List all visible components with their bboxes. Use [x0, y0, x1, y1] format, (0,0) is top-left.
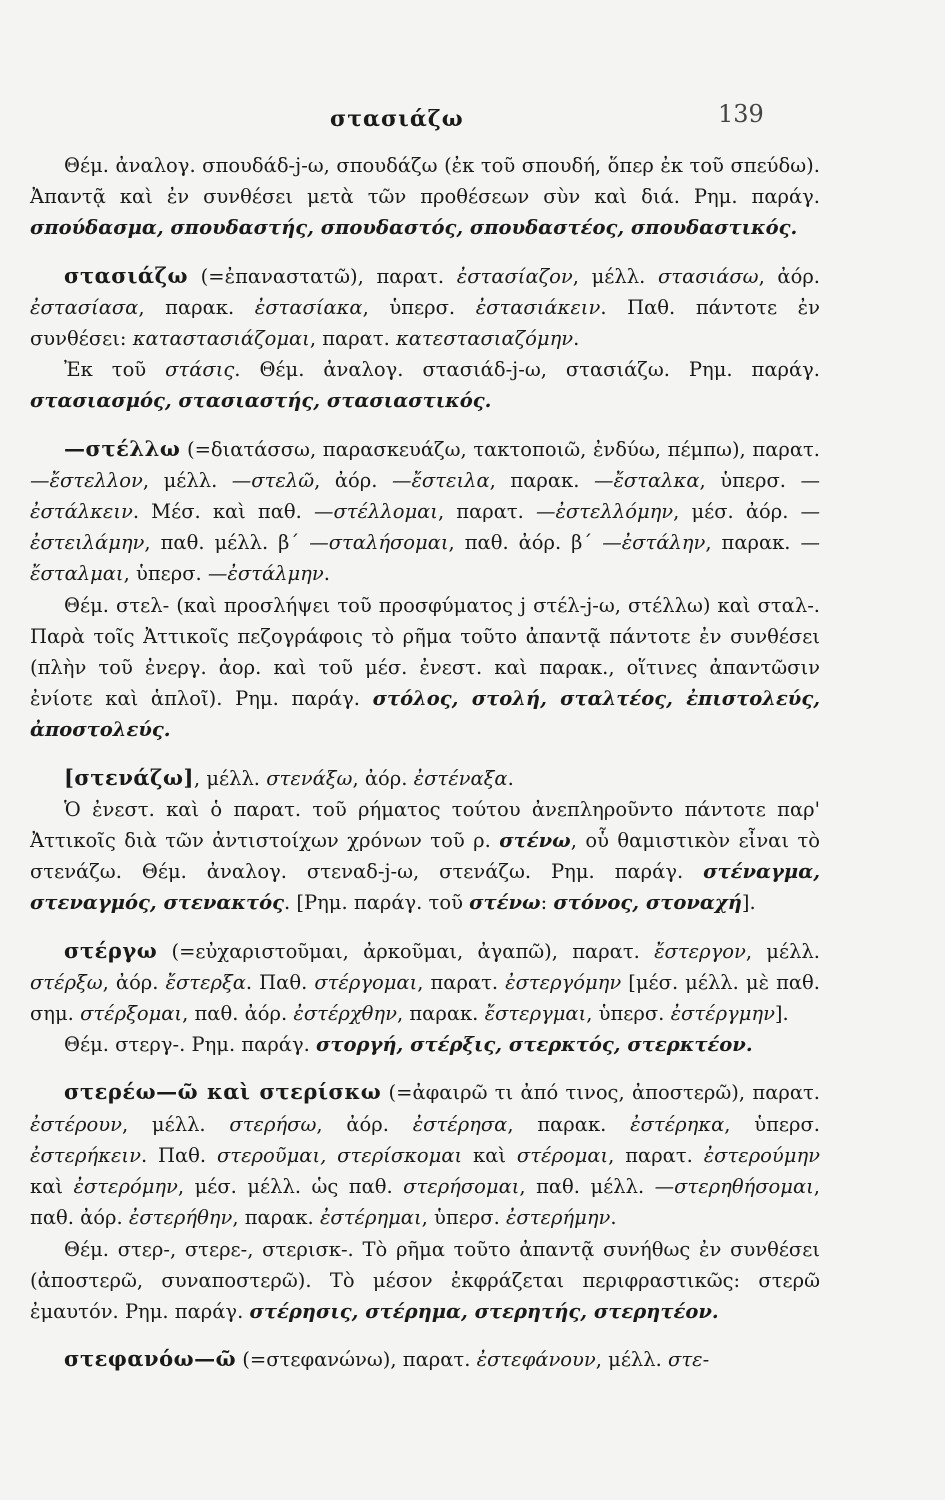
- derivatives: στένω: [499, 829, 571, 853]
- entry-text: [μέσ. μέλλ. μὲ παθ. σημ.: [30, 970, 820, 1026]
- entry-text: .: [573, 327, 580, 351]
- dictionary-entry: [30, 260, 820, 355]
- running-head: στασιάζω: [330, 106, 464, 132]
- entry-text: , παθ. μέλλ.: [519, 1175, 655, 1199]
- verb-form: στε-: [668, 1348, 710, 1372]
- entry-text: , παθ. ἀόρ. β΄: [448, 531, 603, 555]
- entry-text: (=εὐχαριστοῦμαι, ἀρκοῦμαι, ἀγαπῶ), παρατ.: [157, 939, 655, 963]
- entry-text: , ἀόρ.: [316, 1112, 413, 1136]
- entry-text: , ὑπερσ.: [362, 295, 476, 319]
- entry-text: , παθ. ἀόρ.: [30, 1175, 820, 1230]
- dictionary-entry: [30, 1029, 820, 1060]
- entry-text: , παρατ.: [417, 970, 506, 994]
- verb-form: ἐστεργόμην: [505, 970, 622, 994]
- dictionary-body: [30, 150, 820, 1375]
- verb-form: ἔστεργμαι: [484, 1002, 587, 1026]
- entry-text: , παρακ.: [232, 1206, 320, 1230]
- headword: στέργω: [64, 937, 158, 963]
- verb-form: ἐστέρουν: [30, 1112, 122, 1136]
- entry-text: . [Ρημ. παράγ. τοῦ: [284, 891, 470, 915]
- entry-text: , μέσ. ἀόρ.: [673, 500, 801, 524]
- entry-text: , ὑπερσ.: [421, 1206, 506, 1230]
- headword: —στέλλω: [64, 435, 181, 461]
- entry-text: , ἀόρ.: [758, 264, 820, 288]
- verb-form: στέρομαι: [516, 1143, 609, 1167]
- verb-form: ἐστέρηκα: [630, 1112, 725, 1136]
- entry-text: , παρακ.: [507, 1112, 631, 1136]
- entry-text: . Παθ.: [245, 970, 315, 994]
- entry-text: . Παθ.: [140, 1143, 217, 1167]
- derivatives: στόλος, στολή, σταλτέος, ἐπιστολεύς, ἀποστολεύς.: [30, 687, 820, 742]
- entry-text: , ὑπερσ.: [586, 1002, 671, 1026]
- verb-form: ἐστασίακα: [254, 295, 363, 319]
- verb-form: στάσις: [165, 358, 235, 382]
- verb-form: ἐστερήκειν: [30, 1143, 141, 1167]
- entry-text: , μέλλ.: [595, 1348, 669, 1372]
- verb-form: ἐστασιάκειν: [475, 295, 601, 319]
- verb-form: ἔστερξα: [165, 970, 246, 994]
- entry-text: . Παθ. πάντοτε ἐν συνθέσει:: [30, 295, 820, 351]
- verb-form: ἐστέρησα: [412, 1112, 508, 1136]
- entry-text: Θέμ. στελ- (καὶ προσλήψει τοῦ προσφύματος j στέλ-j-ω, στέλλω) καὶ σταλ-. Παρὰ τοῖς Ἀττικοῖς πεζογράφοις τὸ ρῆμα τοῦτο ἀπαντᾷ πάντοτε ἐν συνθέσει (πλὴν τοῦ ἐνεργ. ἀορ. καὶ τοῦ μέσ. ἐνεστ. καὶ παρακ., οἵτινες ἀπαντῶσιν ἐνίοτε καὶ ἁπλοῖ). Ρημ. παράγ.: [30, 593, 820, 711]
- dictionary-entry: [30, 1076, 820, 1233]
- entry-text: , παρατ.: [309, 327, 397, 351]
- entry-text: καὶ: [30, 1175, 74, 1199]
- derivatives: στέναγμα, στεναγμός, στενακτός: [30, 860, 820, 915]
- page-number: 139: [718, 100, 764, 128]
- entry-text: , παρακ.: [138, 295, 255, 319]
- verb-form: —στερηθήσομαι: [654, 1175, 814, 1199]
- entry-text: , μέλλ.: [572, 264, 658, 288]
- dictionary-entry: [30, 433, 820, 590]
- entry-text: .: [323, 562, 330, 586]
- headword: στερέω—ῶ καὶ στερίσκω: [64, 1079, 382, 1105]
- entry-text: . Μέσ. καὶ παθ.: [132, 500, 314, 524]
- entry-text: Θέμ. ἀναλογ. σπουδάδ-j-ω, σπουδάζω (ἐκ τοῦ σπουδή, ὅπερ ἐκ τοῦ σπεύδω). Ἀπαντᾷ καὶ ἐν συνθέσει μετὰ τῶν προθέσεων σὺν καὶ διά. Ρημ. παράγ.: [30, 154, 820, 209]
- dictionary-entry: [30, 1234, 820, 1328]
- entry-text: , ὑπερσ.: [724, 1112, 820, 1136]
- entry-text: καὶ: [462, 1143, 517, 1167]
- verb-form: —ἐστάλην: [602, 531, 706, 555]
- entry-text: ].: [741, 891, 756, 915]
- entry-text: Θέμ. στεργ-. Ρημ. παράγ.: [64, 1033, 317, 1057]
- verb-form: —ἐστάλκειν: [30, 468, 820, 524]
- verb-form: ἐστερήμην: [505, 1206, 611, 1230]
- entry-text: . Θέμ. ἀναλογ. στασιάδ-j-ω, στασιάζω. Ρημ. παράγ.: [234, 358, 820, 382]
- verb-form: ἐστερούμην: [703, 1143, 820, 1167]
- verb-form: στερήσω: [229, 1112, 317, 1136]
- verb-form: —στελῶ: [231, 468, 315, 492]
- entry-text: , παρατ.: [608, 1143, 704, 1167]
- entry-text: , παρατ.: [437, 500, 536, 524]
- entry-text: , μέσ. μέλλ. ὡς παθ.: [177, 1175, 404, 1199]
- entry-text: , παρακ.: [705, 531, 801, 555]
- entry-text: , ἀόρ.: [102, 970, 166, 994]
- derivatives: στόνος, στοναχή: [553, 891, 742, 915]
- page-header: [0, 100, 945, 140]
- verb-form: —ἔσταλμαι: [30, 531, 820, 586]
- dictionary-entry: [30, 1343, 820, 1375]
- entry-text: , μέλλ.: [745, 939, 820, 963]
- verb-form: στενάξω: [266, 766, 353, 790]
- verb-form: —ἔσταλκα: [593, 468, 700, 492]
- entry-text: Ἐκ τοῦ: [64, 358, 166, 382]
- entry-text: ].: [774, 1002, 789, 1026]
- verb-form: στασιάσω: [657, 264, 759, 288]
- entry-text: (=στεφανώνω), παρατ.: [236, 1348, 477, 1372]
- verb-form: στεροῦμαι, στερίσκομαι: [216, 1143, 463, 1167]
- entry-text: , παθ. μέλλ. β΄: [144, 531, 310, 555]
- entry-text: , ὑπερσ.: [123, 562, 208, 586]
- verb-form: στέρξομαι: [80, 1002, 183, 1026]
- verb-form: ἐστέναξα: [413, 766, 508, 790]
- verb-form: καταστασιάζομαι: [132, 327, 310, 351]
- entry-text: .: [610, 1206, 617, 1230]
- entry-text: , παρακ.: [489, 468, 594, 492]
- verb-form: —ἐστάλμην: [207, 562, 324, 586]
- verb-form: στερήσομαι: [403, 1175, 520, 1199]
- verb-form: ἐστερήθην: [128, 1206, 233, 1230]
- derivatives: στένω: [469, 891, 541, 915]
- verb-form: ἐστέρχθην: [293, 1002, 397, 1026]
- verb-form: κατεστασιαζόμην: [396, 327, 574, 351]
- entry-text: , οὗ θαμιστικὸν εἶναι τὸ στενάζω. Θέμ. ἀναλογ. στεναδ-j-ω, στενάζω. Ρημ. παράγ.: [30, 829, 820, 884]
- derivatives: στέρησις, στέρημα, στερητής, στερητέον.: [249, 1299, 719, 1323]
- verb-form: στέρξω: [30, 970, 103, 994]
- dictionary-entry: [30, 354, 820, 416]
- entry-text: .: [507, 766, 514, 790]
- entry-text: , παρακ.: [396, 1002, 485, 1026]
- verb-form: —σταλήσομαι: [309, 531, 449, 555]
- entry-text: , ἀόρ.: [314, 468, 392, 492]
- entry-text: , μέλλ.: [142, 468, 232, 492]
- derivatives: στασιασμός, στασιαστής, στασιαστικός.: [30, 389, 492, 413]
- verb-form: —ἔστειλα: [391, 468, 490, 492]
- entry-text: , παθ. ἀόρ.: [182, 1002, 294, 1026]
- verb-form: —ἔστελλον: [30, 468, 143, 492]
- dictionary-entry: [30, 590, 820, 746]
- entry-text: (=ἐπαναστατῶ), παρατ.: [188, 264, 457, 288]
- verb-form: —ἐστειλάμην: [30, 500, 820, 555]
- entry-text: , ἀόρ.: [352, 766, 414, 790]
- verb-form: ἐστασίασα: [30, 295, 139, 319]
- entry-text: (=διατάσσω, παρασκευάζω, τακτοποιῶ, ἐνδύω, πέμπω), παρατ.: [180, 437, 820, 461]
- verb-form: —στέλλομαι: [313, 500, 438, 524]
- verb-form: ἐστέργμην: [670, 1002, 775, 1026]
- verb-form: —ἐστελλόμην: [535, 500, 674, 524]
- headword: [στενάζω]: [64, 764, 194, 790]
- entry-text: , μέλλ.: [121, 1112, 230, 1136]
- dictionary-entry: [30, 935, 820, 1030]
- entry-text: Ὁ ἐνεστ. καὶ ὁ παρατ. τοῦ ρήματος τούτου ἀνεπληροῦντο πάντοτε παρ' Ἀττικοῖς διὰ τῶν ἀντιστοίχων χρόνων τοῦ ρ.: [30, 797, 820, 853]
- verb-form: ἐστέρημαι: [319, 1206, 422, 1230]
- headword: στασιάζω: [64, 262, 189, 288]
- entry-text: Θέμ. στερ-, στερε-, στερισκ-. Τὸ ρῆμα τοῦτο ἀπαντᾷ συνήθως ἐν συνθέσει (ἀποστερῶ, συναποστερῶ). Τὸ μέσον ἐκφράζεται περιφραστικῶς: στερῶ ἐμαυτόν. Ρημ. παράγ.: [30, 1237, 820, 1323]
- dictionary-entry: [30, 762, 820, 794]
- verb-form: ἔστεργον: [654, 939, 746, 963]
- verb-form: ἐστεφάνουν: [476, 1348, 596, 1372]
- verb-form: ἐστερόμην: [73, 1175, 178, 1199]
- dictionary-entry: [30, 794, 820, 919]
- derivatives: σπούδασμα, σπουδαστής, σπουδαστός, σπουδαστέος, σπουδαστικός.: [30, 216, 798, 240]
- dictionary-entry: [30, 150, 820, 244]
- entry-text: :: [540, 891, 554, 915]
- entry-text: , μέλλ.: [193, 766, 267, 790]
- derivatives: στοργή, στέρξις, στερκτός, στερκτέον.: [316, 1033, 753, 1057]
- entry-text: , ὑπερσ.: [699, 468, 801, 492]
- verb-form: στέργομαι: [314, 970, 418, 994]
- headword: στεφανόω—ῶ: [64, 1346, 237, 1372]
- verb-form: ἐστασίαζον: [456, 264, 573, 288]
- entry-text: (=ἀφαιρῶ τι ἀπό τινος, ἀποστερῶ), παρατ.: [381, 1081, 820, 1105]
